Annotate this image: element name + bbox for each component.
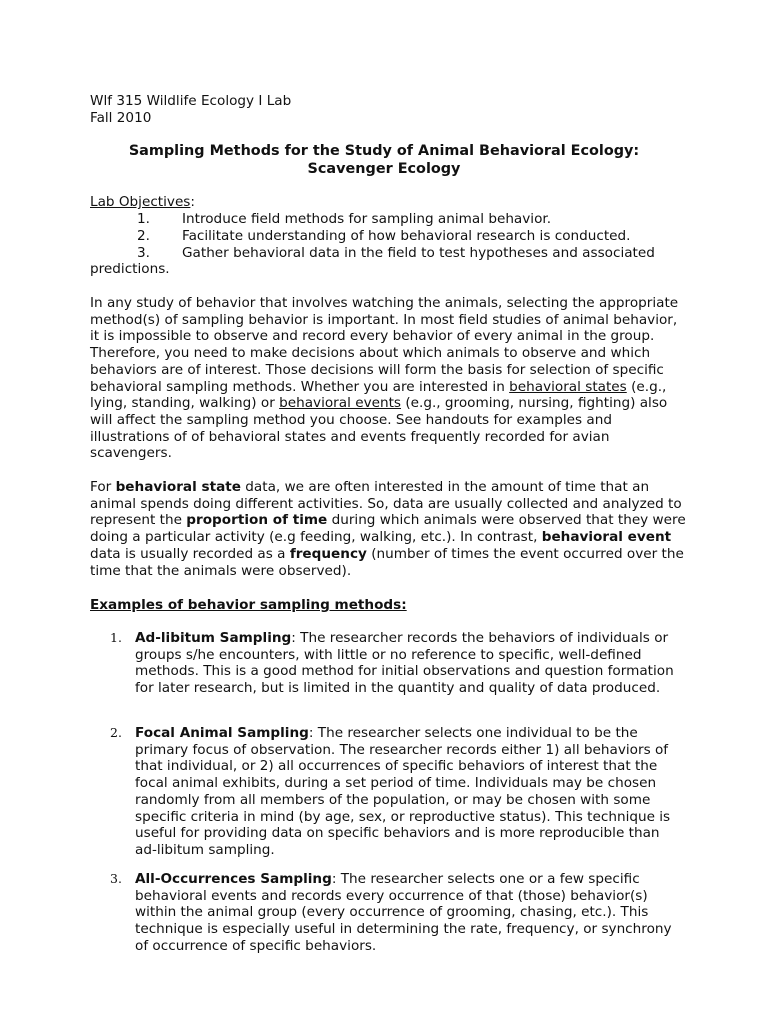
paragraph-text: during which animals were observed that they were doing a particular activity (e.g feeding, walking, etc.). In contrast,: [90, 512, 686, 546]
method-text: The researcher selects one or a few specific behavioral events and records every occurrence of that (those) behavior(s) within the animal group (every occurrence of grooming, chasing, etc.). This technique is especially useful in determining the rate, frequency, or synchrony of occurrence of specific behaviors.: [135, 871, 672, 954]
course-name: Wlf 315 Wildlife Ecology I Lab: [90, 93, 292, 109]
behavioral-events-term: behavioral events: [279, 395, 402, 412]
list-number: 2.: [110, 725, 122, 740]
paragraph-text: (number of times the event occurred over the time that the animals were observed).: [90, 545, 684, 579]
title-line-2: Scavenger Ecology: [307, 161, 461, 177]
method-text: The researcher selects one individual to be the primary focus of observation. The researcher records either 1) all behaviors of that individual, or 2) all occurrences of specific behaviors of interest that the focal animal exhibits, during a set period of time. Individuals may be chosen randomly from all members of the population, or may be chosen with some specific criteria in mind (by age, sex, or reproductive status). This technique is useful for providing data on specific behaviors and is more reproducible than ad-libitum sampling.: [135, 725, 671, 858]
objective-number: 2.: [137, 228, 150, 244]
objective-number: 1.: [137, 211, 150, 227]
method-colon: :: [331, 871, 337, 887]
intro-text: In any study of behavior that involves watching the animals, selecting the appropriate method(s) of sampling behavior is important. In most field studies of animal behavior, it is impossible to observe and record every behavior of every animal in the group. Therefore, you need to make decisions about which animals to observe and which behaviors are of interest. Those decisions will form the basis for selection of specific behavioral sampling methods. Whether you are interested in: [90, 295, 679, 395]
paragraph-text: data, we are often interested in the amount of time that an animal spends doing different activities. So, data are usually collected and analyzed to represent the: [90, 479, 682, 529]
method-name: Focal Animal Sampling: [135, 725, 309, 741]
objective-text: Gather behavioral data in the field to test hypotheses and associated: [182, 245, 655, 261]
behavioral-state-term: behavioral state: [115, 479, 241, 495]
objective-text: Facilitate understanding of how behavioral research is conducted.: [182, 228, 631, 244]
behavioral-states-term: behavioral states: [509, 378, 627, 395]
behavioral-event-term: behavioral event: [541, 529, 672, 546]
list-number: 3.: [110, 871, 122, 886]
paragraph-text: data is usually recorded as a: [90, 545, 290, 562]
objective-text: Introduce field methods for sampling animal behavior.: [182, 211, 552, 227]
document-title: [60, 142, 708, 178]
objectives-heading-text: Lab Objectives: [90, 194, 191, 210]
list-number: 1.: [110, 630, 122, 645]
method-name: All-Occurrences Sampling: [135, 871, 332, 887]
method-colon: :: [308, 725, 314, 741]
method-description: [135, 630, 675, 697]
intro-text: (e.g., grooming, nursing, fighting) also will affect the sampling method you choose. See handouts for examples and illustrations of of behavioral states and events frequently recorded for avian scavengers.: [90, 395, 668, 462]
intro-paragraph: [90, 295, 690, 462]
frequency-term: frequency: [289, 545, 367, 562]
course-header: [90, 93, 690, 126]
method-text: The researcher records the behaviors of individuals or groups s/he encounters, with little or no reference to specific, well-defined methods. This is a good method for initial observations and question formation for later research, but is limited in the quantity and quality of data produced.: [135, 630, 674, 697]
course-term: Fall 2010: [90, 109, 152, 126]
state-event-paragraph: [90, 479, 690, 579]
objective-number: 3.: [137, 245, 150, 261]
method-description: [135, 871, 675, 955]
examples-heading: Examples of behavior sampling methods:: [90, 597, 407, 613]
method-colon: :: [291, 630, 296, 646]
objectives-heading-colon: :: [190, 194, 195, 210]
method-description: [135, 725, 675, 859]
objectives-heading: [90, 194, 690, 211]
paragraph-text: For: [90, 479, 116, 495]
objective-continuation: predictions.: [90, 261, 170, 277]
title-line-1: Sampling Methods for the Study of Animal Behavioral Ecology:: [128, 143, 640, 159]
intro-text: (e.g., lying, standing, walking) or: [90, 378, 667, 412]
method-name: Ad-libitum Sampling: [135, 630, 292, 646]
proportion-of-time-term: proportion of time: [186, 512, 328, 529]
